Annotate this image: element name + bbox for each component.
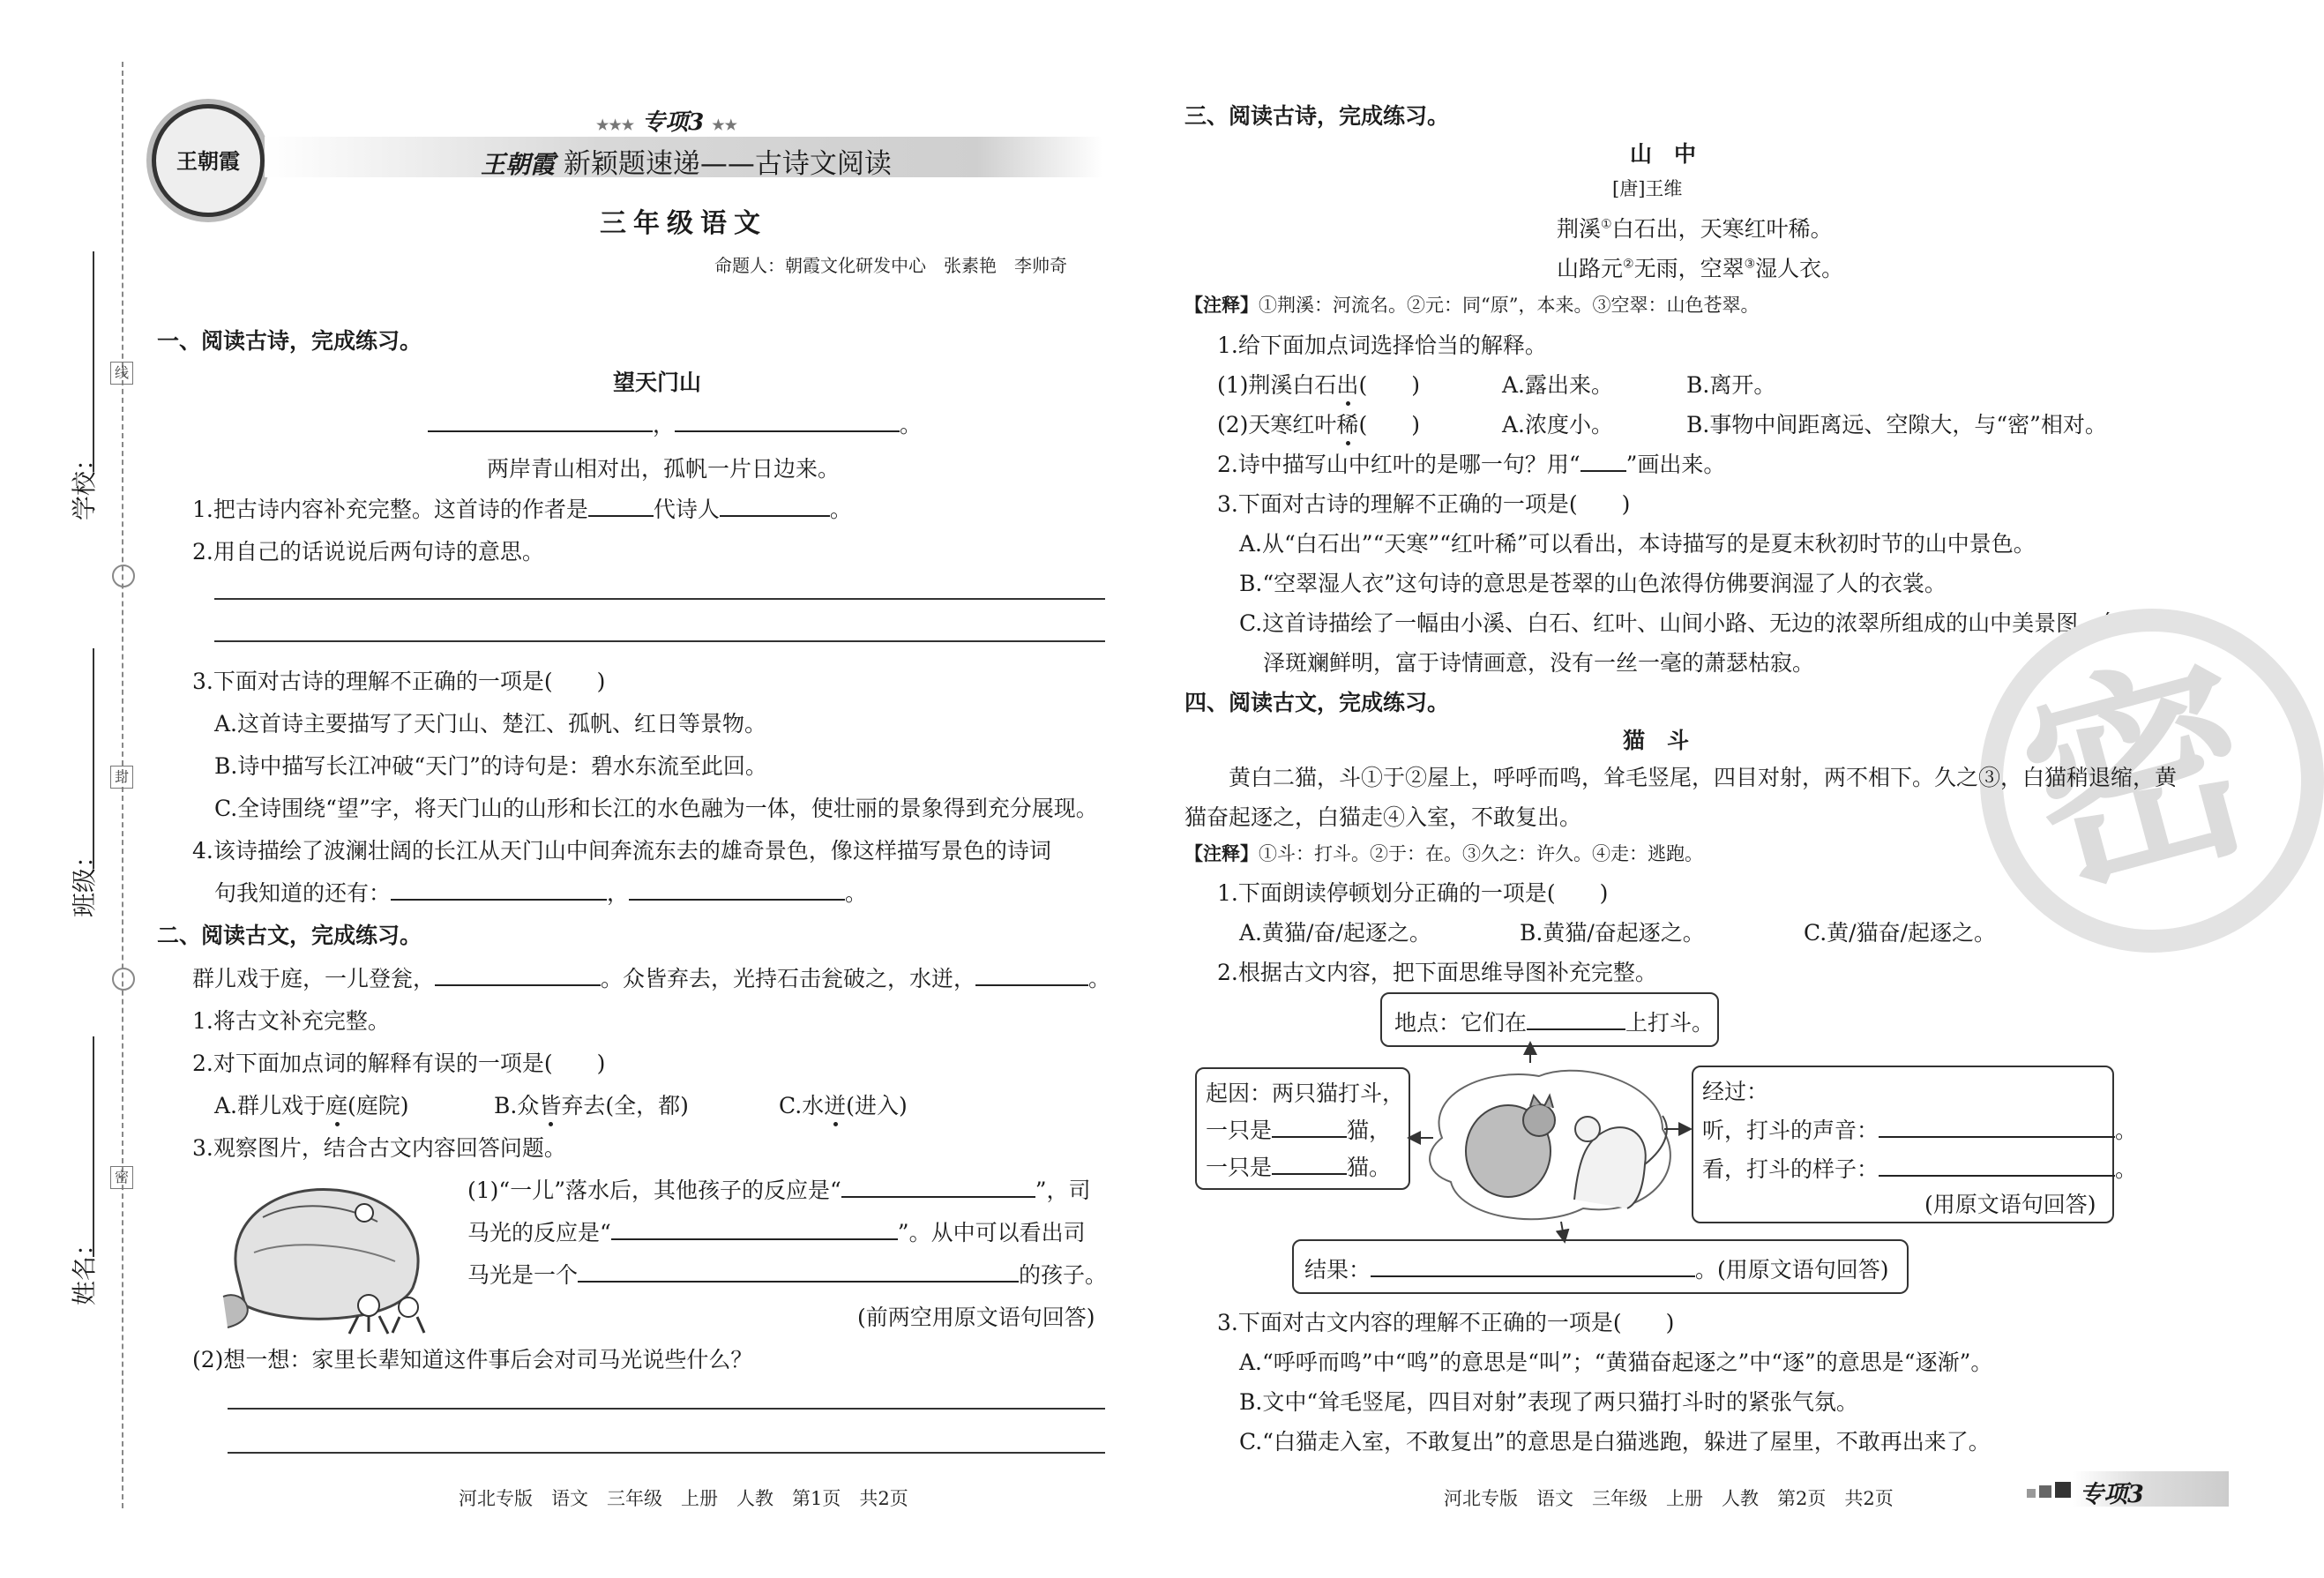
poem3-author: [唐]王维	[1612, 178, 1683, 199]
fill-blank[interactable]	[1879, 1155, 2115, 1178]
s3-q1-1: (1)荆溪白石出( )	[1217, 372, 1420, 398]
s1-question-1: 1.把古诗内容补充完整。这首诗的作者是 代诗人 。	[192, 497, 852, 522]
s1-question-4a: 4.该诗描绘了波澜壮阔的长江从天门山中间奔流东去的雄奇景色，像这样描写景色的诗词	[192, 838, 1051, 864]
cats-fighting-illustration	[1407, 1041, 1693, 1244]
s1-q3-option-c: C.全诗围绕“望”字，将天门山的山形和长江的水色融为一体，使壮丽的景象得到充分展现。	[214, 796, 1098, 821]
prose4-text1: 黄白二猫，斗①于②屋上，呼呼而鸣，耸毛竖尾，四目对射，两不相下。久之③，白猫稍退缩，黄	[1229, 765, 2178, 790]
margin-name-label: 姓名：	[70, 1230, 99, 1305]
fill-blank[interactable]	[1879, 1117, 2115, 1139]
s2-q3-2: (2)想一想：家里长辈知道这件事后会对司马光说些什么？	[192, 1347, 753, 1372]
section1-heading: 一、阅读古诗，完成练习。	[157, 328, 422, 354]
logo-badge	[152, 104, 265, 217]
s2-q2-option-b: B.众皆弃去(全，都)	[494, 1093, 689, 1118]
s4-q3-option-b: B.文中“耸毛竖尾，四目对射”表现了两只猫打斗时的紧张气氛。	[1239, 1389, 1858, 1415]
margin-school-line	[93, 251, 94, 472]
s2-q3-1-note: (前两空用原文语句回答)	[857, 1305, 1095, 1330]
footer-right: 河北专版 语文 三年级 上册 人教 第2页 共2页	[1444, 1488, 1894, 1509]
fill-blank[interactable]	[629, 879, 845, 901]
subject-title: 三年级语文	[600, 208, 767, 239]
s3-question-3: 3.下面对古诗的理解不正确的一项是( )	[1217, 491, 1631, 517]
s4-q1-option-b: B.黄猫/奋起逐之。	[1520, 920, 1705, 946]
fill-blank[interactable]	[611, 1219, 898, 1241]
logo-text: 王朝霞	[176, 148, 240, 174]
star-icon-right: ★★	[712, 116, 737, 133]
page-title: 新颖题速递——古诗文阅读	[563, 148, 892, 180]
mindmap-process-box: 经过： 听，打斗的声音： 。 看，打斗的样子： 。 (用原文语句回答)	[1692, 1066, 2114, 1223]
prose4-note: 【注释】①斗：打斗。②于：在。③久之：许久。④走：逃跑。	[1184, 842, 1703, 864]
fill-blank[interactable]	[975, 965, 1088, 987]
s3-q3-option-a: A.从“白石出”“天寒”“红叶稀”可以看出，本诗描写的是夏末秋初时节的山中景色。	[1239, 531, 2036, 557]
section2-heading: 二、阅读古文，完成练习。	[157, 923, 422, 948]
poem1-title: 望天门山	[613, 370, 702, 395]
poem1-line2: 两岸青山相对出，孤帆一片日边来。	[487, 456, 841, 482]
seal-char-3: 密	[110, 1166, 133, 1189]
swirl-ornament-2	[112, 968, 135, 991]
fill-blank[interactable]	[428, 411, 653, 433]
s4-q1-option-c: C.黄/猫奋/起逐之。	[1804, 920, 1997, 946]
s3-q1-1-option-a: A.露出来。	[1502, 372, 1614, 398]
section3-heading: 三、阅读古诗，完成练习。	[1184, 103, 1450, 129]
poem3-title: 山 中	[1630, 141, 1697, 167]
s1-q3-option-a: A.这首诗主要描写了天门山、楚江、孤帆、红日等景物。	[214, 711, 767, 737]
poem3-line2: 山路元②无雨，空翠③湿人衣。	[1557, 256, 1844, 281]
s4-question-1: 1.下面朗读停顿划分正确的一项是( )	[1217, 880, 1609, 906]
poem3-note: 【注释】①荆溪：河流名。②元：同“原”，本来。③空翠：山色苍翠。	[1184, 294, 1760, 316]
swirl-ornament-1	[112, 565, 135, 587]
s3-q3-option-c2: 泽斑斓鲜明，富于诗情画意，没有一丝一毫的萧瑟枯寂。	[1263, 650, 1815, 676]
poem1-line1: ， 。	[428, 408, 922, 439]
fill-blank[interactable]	[675, 411, 900, 433]
corner-squares	[2027, 1482, 2071, 1501]
fill-blank[interactable]	[841, 1177, 1035, 1199]
margin-class-label: 班级：	[70, 842, 99, 917]
fill-blank[interactable]	[578, 1261, 1019, 1283]
corner-series-label: 专项3	[2080, 1481, 2144, 1508]
header-title-row	[481, 141, 892, 181]
section4-heading: 四、阅读古文，完成练习。	[1184, 690, 1450, 715]
fill-blank[interactable]	[588, 496, 654, 518]
s4-q1-option-a: A.黄猫/奋/起逐之。	[1239, 920, 1431, 946]
fill-blank[interactable]	[1272, 1117, 1347, 1139]
fill-blank[interactable]	[391, 879, 607, 901]
s2-q3-1-line1: (1)“一儿”落水后，其他孩子的反应是“ ”，司	[467, 1178, 1091, 1203]
margin-class-line	[93, 648, 94, 869]
s3-q3-option-b: B.“空翠湿人衣”这句诗的意思是苍翠的山色浓得仿佛要润湿了人的衣裳。	[1239, 571, 1947, 596]
s2-question-1: 1.将古文补充完整。	[192, 1008, 390, 1034]
corner-series-tab	[2073, 1471, 2229, 1507]
poem3-line1: 荆溪①白石出，天寒红叶稀。	[1557, 216, 1833, 242]
s2-q3-1-line2: 马光的反应是“ ”。从中可以看出司	[467, 1220, 1086, 1245]
s4-q3-option-c: C.“白猫走入室，不敢复出”的意思是白猫逃跑，躲进了屋里，不敢再出来了。	[1239, 1429, 1991, 1455]
seal-char-2: 封	[110, 766, 133, 789]
answer-line[interactable]	[228, 1452, 1105, 1454]
mindmap-cause-box: 起因：两只猫打斗， 一只是 猫， 一只是 猫。	[1195, 1067, 1410, 1190]
answer-line[interactable]	[214, 640, 1105, 642]
s1-question-4b: 句我知道的还有： ， 。	[214, 880, 868, 906]
s3-question-2: 2.诗中描写山中红叶的是哪一句？用“ ”画出来。	[1217, 452, 1726, 477]
s3-q1-2-option-b: B.事物中间距离远、空隙大，与“密”相对。	[1686, 412, 2107, 438]
s4-q3-option-a: A.“呼呼而鸣”中“鸣”的意思是“叫”；“黄猫奋起逐之”中“逐”的意思是“逐渐”。	[1239, 1350, 1993, 1375]
s2-question-2: 2.对下面加点词的解释有误的一项是( )	[192, 1051, 606, 1076]
brand-name: 王朝霞	[481, 150, 556, 179]
s3-q3-option-c1: C.这首诗描绘了一幅由小溪、白石、红叶、山间小路、无边的浓翠所组成的山中美景图，色	[1239, 610, 2123, 636]
s1-q3-option-b: B.诗中描写长江冲破“天门”的诗句是：碧水东流至此回。	[214, 753, 767, 779]
fill-blank[interactable]	[435, 965, 601, 987]
s2-q2-option-c: C.水迸(进入)	[779, 1093, 908, 1118]
fill-blank[interactable]	[1580, 451, 1626, 473]
header-series	[596, 104, 737, 137]
authors-line: 命题人：朝霞文化研发中心 张素艳 李帅奇	[714, 255, 1067, 276]
s4-question-2: 2.根据古文内容，把下面思维导图补充完整。	[1217, 960, 1657, 985]
s4-question-3: 3.下面对古文内容的理解不正确的一项是( )	[1217, 1310, 1675, 1335]
answer-line[interactable]	[228, 1408, 1105, 1410]
s3-q1-2: (2)天寒红叶稀( )	[1217, 412, 1420, 438]
s2-question-3: 3.观察图片，结合古文内容回答问题。	[192, 1135, 566, 1161]
star-icon-left: ★★★	[596, 116, 635, 133]
s3-q1-2-option-a: A.浓度小。	[1502, 412, 1614, 438]
fill-blank[interactable]	[1371, 1256, 1695, 1278]
s3-question-1: 1.给下面加点词选择恰当的解释。	[1217, 333, 1547, 358]
fill-blank[interactable]	[720, 496, 830, 518]
margin-school-label: 学校：	[70, 445, 99, 520]
mindmap-result-box: 结果： 。(用原文语句回答)	[1292, 1239, 1909, 1294]
prose4-title: 猫 斗	[1623, 728, 1690, 753]
margin-name-line	[93, 1036, 94, 1257]
series-label: 专项3	[642, 109, 705, 136]
s2-q3-1-line3: 马光是一个 的孩子。	[467, 1262, 1108, 1288]
s2-q2-option-a: A.群儿戏于庭(庭院)	[214, 1093, 409, 1118]
s1-question-2: 2.用自己的话说说后两句诗的意思。	[192, 539, 544, 565]
seal-watermark-text: 密	[1999, 624, 2280, 930]
answer-line[interactable]	[214, 598, 1105, 600]
mindmap-place-box: 地点：它们在 上打斗。	[1380, 992, 1719, 1047]
prose4-text2: 猫奋起逐之，白猫走④入室，不敢复出。	[1184, 804, 1582, 830]
s2-text: 群儿戏于庭，一儿登瓮， 。众皆弃去，光持石击瓮破之，水迸， 。	[192, 966, 1111, 991]
footer-left: 河北专版 语文 三年级 上册 人教 第1页 共2页	[459, 1488, 908, 1509]
seal-char-1: 线	[110, 362, 133, 385]
s3-q1-1-option-b: B.离开。	[1686, 372, 1776, 398]
s1-question-3: 3.下面对古诗的理解不正确的一项是( )	[192, 669, 606, 694]
fill-blank[interactable]	[1527, 1009, 1625, 1031]
fill-blank[interactable]	[1272, 1154, 1347, 1176]
sima-guang-illustration	[210, 1164, 461, 1341]
